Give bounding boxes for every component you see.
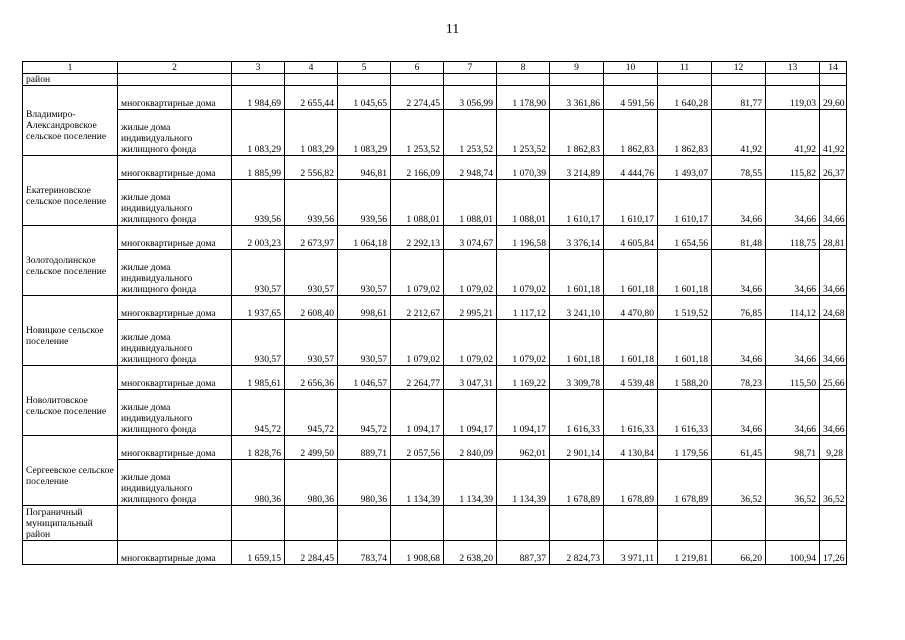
tariff-value: 2 673,97 xyxy=(285,226,338,250)
tariff-value: 1 094,17 xyxy=(391,390,444,436)
tariff-value: 1 610,17 xyxy=(550,180,604,226)
tariff-value: 34,66 xyxy=(820,180,847,226)
tariff-value: 930,57 xyxy=(338,320,391,366)
tariff-value: 4 444,76 xyxy=(604,156,658,180)
tariff-value: 1 616,33 xyxy=(550,390,604,436)
tariff-value: 930,57 xyxy=(338,250,391,296)
tariff-value: 1 253,52 xyxy=(444,110,497,156)
tariff-value: 1 079,02 xyxy=(497,250,550,296)
tariff-value: 4 130,84 xyxy=(604,436,658,460)
column-number: 8 xyxy=(497,62,550,74)
district-name: Новицкое сельское поселение xyxy=(23,296,118,366)
tariff-value: 41,92 xyxy=(766,110,820,156)
tariff-value: 28,81 xyxy=(820,226,847,250)
tariff-value: 945,72 xyxy=(285,390,338,436)
tariff-value: 939,56 xyxy=(232,180,285,226)
tariff-value: 2 284,45 xyxy=(285,541,338,565)
tariff-value: 889,71 xyxy=(338,436,391,460)
tariff-value: 1 079,02 xyxy=(444,320,497,366)
empty-cell xyxy=(23,541,118,565)
tariff-value: 2 608,40 xyxy=(285,296,338,320)
tariff-value: 81,48 xyxy=(712,226,766,250)
column-number: 13 xyxy=(766,62,820,74)
tariff-value: 3 214,89 xyxy=(550,156,604,180)
column-number: 6 xyxy=(391,62,444,74)
tariff-value: 1 984,69 xyxy=(232,86,285,110)
tariff-value: 1 937,65 xyxy=(232,296,285,320)
tariff-value: 115,82 xyxy=(766,156,820,180)
tariff-value: 2 656,36 xyxy=(285,366,338,390)
tariff-value: 1 070,39 xyxy=(497,156,550,180)
tariff-value: 3 056,99 xyxy=(444,86,497,110)
table-row xyxy=(23,366,847,390)
column-number: 10 xyxy=(604,62,658,74)
tariff-value: 41,92 xyxy=(820,110,847,156)
tariff-value: 3 376,14 xyxy=(550,226,604,250)
tariff-value: 1 094,17 xyxy=(497,390,550,436)
housing-type: многоквартирные дома xyxy=(118,436,232,460)
tariff-value: 1 862,83 xyxy=(658,110,712,156)
tariff-value: 1 134,39 xyxy=(444,460,497,506)
tariff-value: 1 519,52 xyxy=(658,296,712,320)
tariff-value: 1 088,01 xyxy=(391,180,444,226)
district-name: Новолитовское сельское поселение xyxy=(23,366,118,436)
tariff-value: 36,52 xyxy=(820,460,847,506)
tariff-value: 1 616,33 xyxy=(658,390,712,436)
tariff-value: 1 678,89 xyxy=(658,460,712,506)
tariff-value: 114,12 xyxy=(766,296,820,320)
housing-type: многоквартирные дома xyxy=(118,541,232,565)
column-number-row xyxy=(23,62,847,74)
tariff-value: 3 361,86 xyxy=(550,86,604,110)
tariff-value: 29,60 xyxy=(820,86,847,110)
tariff-value: 998,61 xyxy=(338,296,391,320)
tariff-value: 1 610,17 xyxy=(604,180,658,226)
tariff-value: 1 493,07 xyxy=(658,156,712,180)
tariff-value: 66,20 xyxy=(712,541,766,565)
table-row xyxy=(23,390,847,436)
tariff-value: 1 678,89 xyxy=(604,460,658,506)
tariff-value: 1 601,18 xyxy=(550,320,604,366)
tariff-value: 2 057,56 xyxy=(391,436,444,460)
tariff-value: 98,71 xyxy=(766,436,820,460)
tariff-value: 3 047,31 xyxy=(444,366,497,390)
tariff-value: 2 274,45 xyxy=(391,86,444,110)
tariff-value: 1 601,18 xyxy=(658,250,712,296)
tariff-value: 939,56 xyxy=(285,180,338,226)
tariff-value: 34,66 xyxy=(766,390,820,436)
tariff-value: 1 134,39 xyxy=(391,460,444,506)
tariff-value: 1 083,29 xyxy=(338,110,391,156)
table-row xyxy=(23,506,847,541)
housing-type: жилые дома индивидуального жилищного фонда xyxy=(118,460,232,506)
tariff-value: 1 079,02 xyxy=(391,250,444,296)
tariff-value: 1 079,02 xyxy=(497,320,550,366)
tariff-value: 25,66 xyxy=(820,366,847,390)
empty-cell xyxy=(232,506,285,541)
tariff-value: 2 212,67 xyxy=(391,296,444,320)
table-row xyxy=(23,180,847,226)
district-name: Золотодолинское сельское поселение xyxy=(23,226,118,296)
empty-cell xyxy=(497,506,550,541)
continuation-row xyxy=(23,74,847,86)
tariff-value: 3 241,10 xyxy=(550,296,604,320)
tariff-value: 930,57 xyxy=(232,320,285,366)
empty-cell xyxy=(820,506,847,541)
tariff-value: 3 074,67 xyxy=(444,226,497,250)
tariff-value: 81,77 xyxy=(712,86,766,110)
district-name: Пограничный муниципальный район xyxy=(23,506,118,541)
table-row xyxy=(23,156,847,180)
column-number: 3 xyxy=(232,62,285,74)
tariff-value: 1 117,12 xyxy=(497,296,550,320)
table-row xyxy=(23,250,847,296)
tariff-value: 118,75 xyxy=(766,226,820,250)
housing-type: жилые дома индивидуального жилищного фонда xyxy=(118,110,232,156)
district-name: Владимиро-Александровское сельское поселение xyxy=(23,86,118,156)
column-number: 4 xyxy=(285,62,338,74)
tariff-table xyxy=(22,61,847,565)
tariff-value: 2 499,50 xyxy=(285,436,338,460)
tariff-value: 115,50 xyxy=(766,366,820,390)
tariff-value: 17,26 xyxy=(820,541,847,565)
tariff-value: 1 088,01 xyxy=(444,180,497,226)
column-number: 1 xyxy=(23,62,118,74)
tariff-value: 946,81 xyxy=(338,156,391,180)
table-row xyxy=(23,86,847,110)
tariff-value: 939,56 xyxy=(338,180,391,226)
tariff-value: 100,94 xyxy=(766,541,820,565)
table-row xyxy=(23,436,847,460)
housing-type: жилые дома индивидуального жилищного фонда xyxy=(118,390,232,436)
tariff-value: 2 995,21 xyxy=(444,296,497,320)
tariff-value: 2 003,23 xyxy=(232,226,285,250)
tariff-value: 1 885,99 xyxy=(232,156,285,180)
empty-cell xyxy=(550,506,604,541)
tariff-value: 887,37 xyxy=(497,541,550,565)
tariff-value: 1 088,01 xyxy=(497,180,550,226)
housing-type: многоквартирные дома xyxy=(118,226,232,250)
tariff-value: 1 678,89 xyxy=(550,460,604,506)
tariff-value: 1 601,18 xyxy=(658,320,712,366)
district-name-continuation: район xyxy=(23,74,118,86)
tariff-value: 2 556,82 xyxy=(285,156,338,180)
column-number: 5 xyxy=(338,62,391,74)
column-number: 11 xyxy=(658,62,712,74)
tariff-value: 930,57 xyxy=(232,250,285,296)
tariff-value: 34,66 xyxy=(712,390,766,436)
tariff-value: 1 196,58 xyxy=(497,226,550,250)
housing-type: многоквартирные дома xyxy=(118,366,232,390)
tariff-value: 34,66 xyxy=(820,320,847,366)
tariff-value: 1 178,90 xyxy=(497,86,550,110)
table-row xyxy=(23,296,847,320)
empty-cell xyxy=(444,506,497,541)
tariff-value: 2 166,09 xyxy=(391,156,444,180)
tariff-value: 34,66 xyxy=(820,390,847,436)
empty-cell xyxy=(712,506,766,541)
tariff-value: 1 601,18 xyxy=(550,250,604,296)
tariff-value: 1 610,17 xyxy=(658,180,712,226)
empty-cell xyxy=(338,506,391,541)
tariff-value: 1 169,22 xyxy=(497,366,550,390)
tariff-value: 24,68 xyxy=(820,296,847,320)
tariff-value: 78,23 xyxy=(712,366,766,390)
tariff-value: 1 079,02 xyxy=(444,250,497,296)
tariff-value: 9,28 xyxy=(820,436,847,460)
housing-type: многоквартирные дома xyxy=(118,156,232,180)
tariff-value: 34,66 xyxy=(766,320,820,366)
tariff-value: 1 083,29 xyxy=(232,110,285,156)
table-row xyxy=(23,110,847,156)
housing-type: многоквартирные дома xyxy=(118,296,232,320)
tariff-value: 1 045,65 xyxy=(338,86,391,110)
tariff-value: 1 064,18 xyxy=(338,226,391,250)
tariff-value: 1 601,18 xyxy=(604,320,658,366)
column-number: 9 xyxy=(550,62,604,74)
empty-cell xyxy=(658,506,712,541)
page-number: 11 xyxy=(445,22,460,37)
tariff-value: 61,45 xyxy=(712,436,766,460)
tariff-value: 1 253,52 xyxy=(497,110,550,156)
tariff-value: 119,03 xyxy=(766,86,820,110)
tariff-value: 783,74 xyxy=(338,541,391,565)
tariff-value: 1 659,15 xyxy=(232,541,285,565)
tariff-value: 34,66 xyxy=(712,180,766,226)
tariff-value: 3 309,78 xyxy=(550,366,604,390)
district-name: Сергеевское сельское поселение xyxy=(23,436,118,506)
tariff-value: 1 828,76 xyxy=(232,436,285,460)
housing-type: жилые дома индивидуального жилищного фонда xyxy=(118,320,232,366)
tariff-value: 4 539,48 xyxy=(604,366,658,390)
tariff-value: 34,66 xyxy=(766,180,820,226)
tariff-value: 2 292,13 xyxy=(391,226,444,250)
tariff-value: 1 654,56 xyxy=(658,226,712,250)
table-row xyxy=(23,320,847,366)
table-row xyxy=(23,460,847,506)
housing-type: жилые дома индивидуального жилищного фонда xyxy=(118,250,232,296)
column-number: 14 xyxy=(820,62,847,74)
table-row xyxy=(23,226,847,250)
tariff-value: 1 985,61 xyxy=(232,366,285,390)
tariff-value: 2 824,73 xyxy=(550,541,604,565)
tariff-value: 78,55 xyxy=(712,156,766,180)
tariff-value: 980,36 xyxy=(338,460,391,506)
tariff-value: 1 908,68 xyxy=(391,541,444,565)
tariff-value: 34,66 xyxy=(712,250,766,296)
tariff-value: 41,92 xyxy=(712,110,766,156)
column-number: 7 xyxy=(444,62,497,74)
table-row xyxy=(23,541,847,565)
tariff-value: 1 640,28 xyxy=(658,86,712,110)
tariff-value: 4 605,84 xyxy=(604,226,658,250)
housing-type: жилые дома индивидуального жилищного фонда xyxy=(118,180,232,226)
tariff-value: 980,36 xyxy=(232,460,285,506)
tariff-value: 2 901,14 xyxy=(550,436,604,460)
tariff-value: 3 971,11 xyxy=(604,541,658,565)
tariff-value: 4 591,56 xyxy=(604,86,658,110)
tariff-value: 2 948,74 xyxy=(444,156,497,180)
tariff-value: 26,37 xyxy=(820,156,847,180)
empty-cell xyxy=(391,506,444,541)
empty-cell xyxy=(285,506,338,541)
tariff-value: 34,66 xyxy=(820,250,847,296)
tariff-value: 1 219,81 xyxy=(658,541,712,565)
tariff-value: 36,52 xyxy=(712,460,766,506)
tariff-value: 1 134,39 xyxy=(497,460,550,506)
tariff-value: 2 264,77 xyxy=(391,366,444,390)
tariff-value: 34,66 xyxy=(766,250,820,296)
tariff-value: 2 638,20 xyxy=(444,541,497,565)
tariff-value: 4 470,80 xyxy=(604,296,658,320)
tariff-value: 945,72 xyxy=(232,390,285,436)
tariff-value: 1 862,83 xyxy=(604,110,658,156)
tariff-value: 930,57 xyxy=(285,250,338,296)
housing-type: многоквартирные дома xyxy=(118,86,232,110)
tariff-value: 36,52 xyxy=(766,460,820,506)
tariff-value: 1 094,17 xyxy=(444,390,497,436)
tariff-value: 1 616,33 xyxy=(604,390,658,436)
column-number: 12 xyxy=(712,62,766,74)
tariff-value: 1 601,18 xyxy=(604,250,658,296)
empty-cell xyxy=(766,506,820,541)
tariff-value: 1 862,83 xyxy=(550,110,604,156)
empty-cell xyxy=(604,506,658,541)
tariff-value: 945,72 xyxy=(338,390,391,436)
tariff-value: 962,01 xyxy=(497,436,550,460)
empty-cell xyxy=(118,506,232,541)
district-name: Екатериновское сельское поселение xyxy=(23,156,118,226)
tariff-value: 2 840,09 xyxy=(444,436,497,460)
tariff-value: 1 253,52 xyxy=(391,110,444,156)
tariff-value: 1 079,02 xyxy=(391,320,444,366)
tariff-value: 1 046,57 xyxy=(338,366,391,390)
tariff-value: 1 083,29 xyxy=(285,110,338,156)
column-number: 2 xyxy=(118,62,232,74)
tariff-value: 980,36 xyxy=(285,460,338,506)
tariff-value: 930,57 xyxy=(285,320,338,366)
tariff-value: 2 655,44 xyxy=(285,86,338,110)
tariff-value: 76,85 xyxy=(712,296,766,320)
tariff-value: 1 588,20 xyxy=(658,366,712,390)
tariff-value: 1 179,56 xyxy=(658,436,712,460)
tariff-value: 34,66 xyxy=(712,320,766,366)
